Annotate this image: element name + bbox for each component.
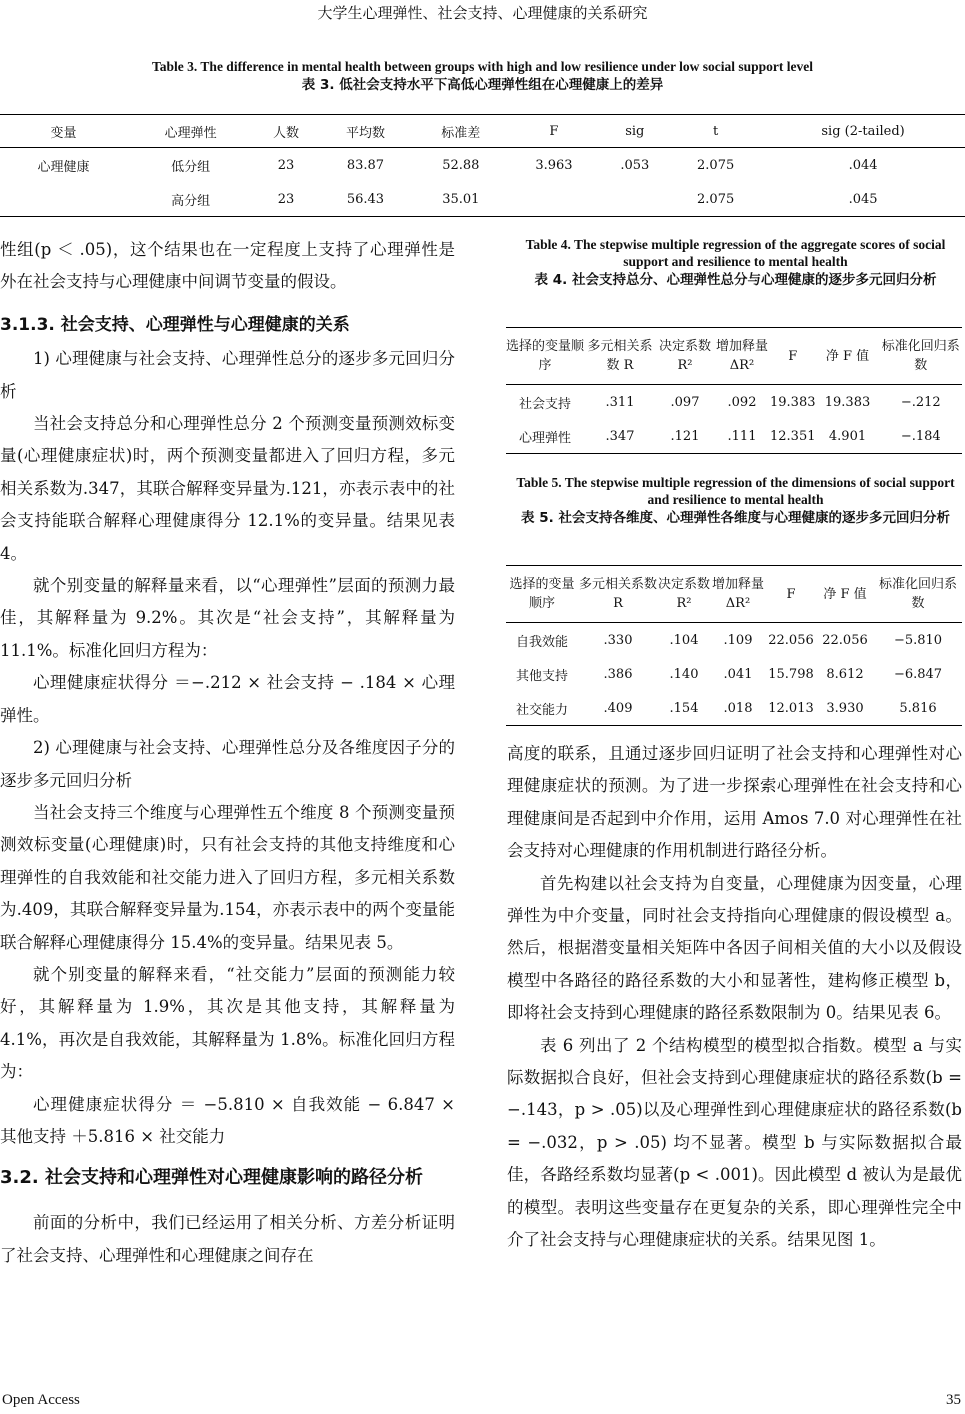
table3-cell: 高分组: [171, 193, 211, 209]
table-row: [506, 657, 962, 691]
table5-cell: −6.847: [893, 666, 943, 682]
table5-cell: .104: [669, 632, 699, 648]
table4-header: 决定系数 R²: [656, 328, 714, 385]
table5: [506, 565, 962, 726]
table5-cell: 3.930: [826, 700, 864, 716]
footer-open-access: Open Access: [2, 1392, 80, 1408]
table5-cell: .154: [669, 700, 699, 716]
table5-cell: .409: [603, 700, 633, 716]
table4-cell: 19.383: [770, 394, 816, 410]
table3-cell: 23: [277, 157, 295, 173]
table5-caption-zh: 表 5. 社会支持各维度、心理弹性各维度与心理健康的逐步多元回归分析: [521, 510, 950, 526]
table3-cell: [599, 182, 670, 217]
table3-cell: 低分组: [171, 159, 211, 175]
table3-cell: .044: [848, 157, 878, 173]
table4: [506, 327, 962, 454]
table4-cell: .347: [605, 428, 635, 444]
table4-header: F: [770, 328, 816, 385]
table4-cell: −.212: [900, 394, 941, 410]
paragraph: 1) 心理健康与社会支持、心理弹性总分的逐步多元回归分析: [0, 349, 455, 401]
table4-cell: .111: [727, 428, 757, 444]
table5-header: F: [766, 566, 816, 623]
table3-header: sig (2-tailed): [761, 115, 965, 148]
table3-caption: [0, 58, 965, 95]
table5-header: 标准化回归系数: [874, 566, 962, 623]
table5-cell: 8.612: [826, 666, 864, 682]
table-row: [0, 182, 965, 217]
table5-cell: 22.056: [768, 632, 814, 648]
section-heading-3-1-3: 3.1.3. 社会支持、心理弹性与心理健康的关系: [0, 314, 350, 335]
table4-cell: .092: [727, 394, 757, 410]
table3-cell: [0, 182, 127, 217]
table4-cell: 社会支持: [518, 396, 571, 412]
table5-cell: 15.798: [768, 666, 814, 682]
table-row: [506, 691, 962, 726]
table4-cell: .097: [670, 394, 700, 410]
table4-cell: 心理弹性: [518, 430, 571, 446]
paragraph: 高度的联系，且通过逐步回归证明了社会支持和心理弹性对心理健康症状的预测。为了进一步探索心理弹性在社会支持和心理健康间是否起到中介作用，运用 Amos 7.0 对心理弹性在社会支持对心理健康的作用机制进行路径分析。: [507, 744, 962, 861]
paragraph: 性组(p ＜ .05)，这个结果也在一定程度上支持了心理弹性是外在社会支持与心理健康中间调节变量的假设。: [0, 240, 455, 292]
table3-header: 标准差: [413, 115, 508, 148]
table5-cell: .041: [723, 666, 753, 682]
table3-header: sig: [599, 115, 670, 148]
table4-header: 选择的变量顺序: [506, 328, 584, 385]
table5-cell: 其他支持: [515, 668, 568, 684]
table3-header: 心理弹性: [127, 115, 254, 148]
regression-equation: 心理健康症状得分 ＝ −5.810 × 自我效能 − 6.847 × 其他支持 ＋5.816 × 社交能力: [0, 1094, 455, 1146]
table4-cell: 4.901: [828, 428, 867, 444]
paragraph: 表 6 列出了 2 个结构模型的模型拟合指数。模型 a 与实际数据拟合良好，但社会支持到心理健康症状的路径系数(b = −.143，p > .05)以及心理弹性到心理健康症状的路径系数(b = −.032，p > .05) 均不显著。模型 b 与实际数据拟合最佳，各路经系数均显著(p < .001)。因此模型 d 被认为是最优的模型。表明这些变量存在更复杂的关系，即心理弹性完全中介了社会支持与心理健康症状的关系。结果见图 1。: [507, 1035, 962, 1250]
table5-cell: −5.810: [893, 632, 943, 648]
table5-cell: 22.056: [822, 632, 868, 648]
paragraph: 2) 心理健康与社会支持、心理弹性总分及各维度因子分的逐步多元回归分析: [0, 738, 455, 790]
table3-cell: 35.01: [442, 191, 480, 207]
table5-cell: .330: [603, 632, 633, 648]
table4-header: 标准化回归系数: [880, 328, 963, 385]
table5-cell: 12.013: [768, 700, 814, 716]
table4-cell: 19.383: [824, 394, 871, 410]
table5-cell: .018: [723, 700, 753, 716]
table4-header: 增加释量 ΔR²: [714, 328, 770, 385]
table5-cell: .386: [603, 666, 633, 682]
table3-cell: 83.87: [346, 157, 385, 173]
table-row: [0, 148, 965, 183]
table3-header: t: [670, 115, 761, 148]
table5-caption-en: Table 5. The stepwise multiple regression of the dimensions of social support and resilience to mental health: [516, 475, 955, 507]
running-head: 大学生心理弹性、社会支持、心理健康的关系研究: [317, 4, 648, 22]
table3-cell: [508, 182, 599, 217]
paragraph: 就个别变量的解释量来看，以“心理弹性”层面的预测力最佳，其解释量为 9.2%。其次是“社会支持”，其解释量为 11.1%。标准化回归方程为：: [0, 576, 455, 660]
table4-cell: .121: [670, 428, 700, 444]
table3-header: F: [508, 115, 599, 148]
table3-cell: 56.43: [346, 191, 385, 207]
table5-caption: [506, 474, 965, 528]
table3-cell: 心理健康: [37, 159, 90, 175]
table3-header-row: [0, 115, 965, 148]
table5-header: 选择的变量顺序: [506, 566, 578, 623]
table5-cell: 5.816: [899, 700, 937, 716]
section-heading-3-2: 3.2. 社会支持和心理弹性对心理健康影响的路径分析: [0, 1167, 423, 1189]
table4-header: 多元相关系数 R: [584, 328, 656, 385]
table3-caption-zh: 表 3. 低社会支持水平下高低心理弹性组在心理健康上的差异: [301, 77, 664, 93]
paragraph: 首先构建以社会支持为自变量，心理健康为因变量，心理弹性为中介变量，同时社会支持指向心理健康的假设模型 a。然后，根据潜变量相关矩阵中各因子间相关值的大小以及假设模型中各路径的路径系数的大小和显著性，建构修正模型 b，即将社会支持到心理健康的路径系数限制为 0。结果见表 6。: [507, 873, 962, 1023]
table-row: [506, 419, 962, 454]
table3-header: 人数: [254, 115, 318, 148]
table3-cell: 2.075: [697, 191, 735, 207]
right-column: [507, 738, 962, 1257]
page-number: 35: [946, 1392, 961, 1408]
table3-cell: 52.88: [442, 157, 480, 173]
table4-caption-zh: 表 4. 社会支持总分、心理弹性总分与心理健康的逐步多元回归分析: [534, 272, 937, 288]
table5-header: 多元相关系数 R: [578, 566, 658, 623]
table5-cell: 社交能力: [515, 702, 568, 718]
table5-cell: .140: [669, 666, 699, 682]
paragraph: 当社会支持总分和心理弹性总分 2 个预测变量预测效标变量(心理健康症状)时，两个预测变量都进入了回归方程，多元相关系数为.347，其联合解释变异量为.121，亦表示表中的社会支持能联合解释心理健康得分 12.1%的变异量。结果见表 4。: [0, 414, 455, 563]
table4-cell: −.184: [900, 428, 941, 444]
table4-cell: .311: [605, 394, 635, 410]
table4-caption-en: Table 4. The stepwise multiple regression of the aggregate scores of social support and resilience to mental health: [525, 237, 946, 269]
table5-header: 增加释量 ΔR²: [710, 566, 766, 623]
paragraph: 当社会支持三个维度与心理弹性五个维度 8 个预测变量预测效标变量(心理健康)时，只有社会支持的其他支持维度和心理弹性的自我效能和社交能力进入了回归方程，多元相关系数为.409，其联合解释变异量为.154，亦表示表中的两个变量能联合解释心理健康得分 15.4%的变异量。结果见表 5。: [0, 802, 455, 952]
table3-cell: .053: [620, 157, 650, 173]
table-row: [506, 623, 962, 658]
table5-header-row: [506, 566, 962, 623]
table4-cell: 12.351: [770, 428, 816, 444]
table5-header: 净 F 值: [816, 566, 874, 623]
table3-header: 变量: [0, 115, 127, 148]
table4-caption: [506, 236, 965, 290]
table-row: [506, 385, 962, 420]
table5-cell: 自我效能: [515, 634, 568, 650]
table5-cell: .109: [723, 632, 753, 648]
table3-cell: 23: [277, 191, 295, 207]
paragraph: 前面的分析中，我们已经运用了相关分析、方差分析证明了社会支持、心理弹性和心理健康之间存在: [0, 1213, 455, 1265]
table5-header: 决定系数 R²: [658, 566, 710, 623]
table3: [0, 114, 965, 217]
table3-cell: 2.075: [697, 157, 735, 173]
table3-header: 平均数: [318, 115, 413, 148]
table4-header-row: [506, 328, 962, 385]
table3-caption-en: Table 3. The difference in mental health between groups with high and low resilience under low social support level: [152, 59, 813, 74]
left-column: [0, 234, 455, 1272]
regression-equation: 心理健康症状得分 ＝−.212 × 社会支持 − .184 × 心理弹性。: [0, 673, 455, 725]
paragraph: 就个别变量的解释来看，“社交能力”层面的预测能力较好，其解释量为 1.9%，其次是其他支持，其解释量为 4.1%，再次是自我效能，其解释量为 1.8%。标准化回归方程为：: [0, 964, 455, 1082]
table3-cell: 3.963: [535, 157, 573, 173]
table4-header: 净 F 值: [816, 328, 880, 385]
table3-cell: .045: [848, 191, 878, 207]
